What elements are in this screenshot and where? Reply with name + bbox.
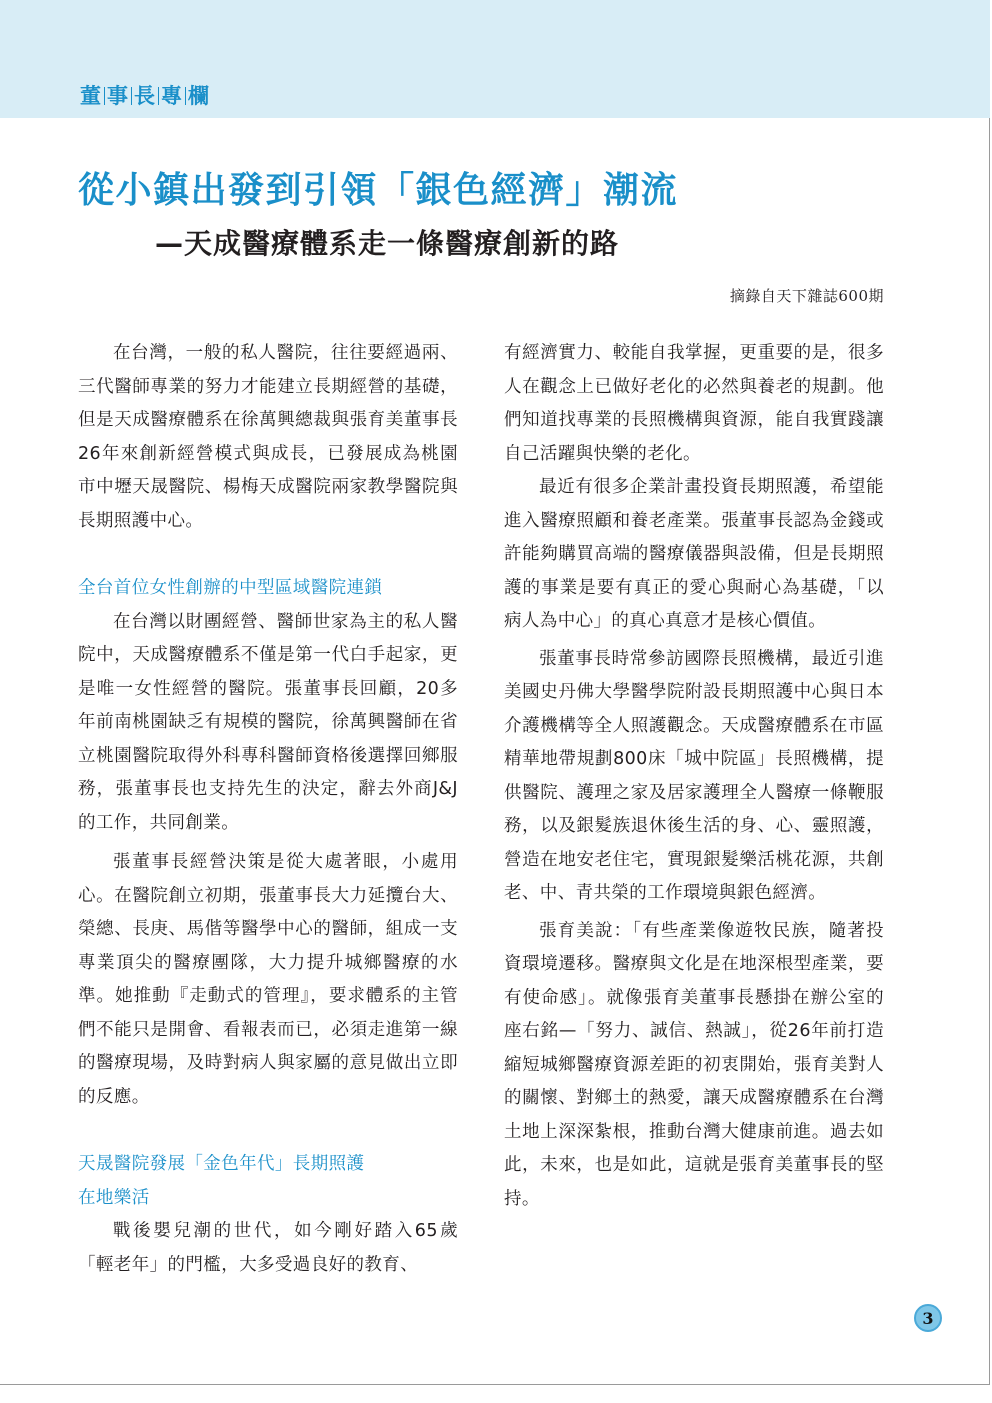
paragraph: 在台灣以財團經營、醫師世家為主的私人醫院中，天成醫療體系不僅是第一代白手起家，更是唯一女性經營的醫院。張董事長回顧，20多年前南桃園缺乏有規模的醫院，徐萬興醫師在省立桃園醫院取得外科專科醫師資格後選擇回鄉服務，張董事長也支持先生的決定，辭去外商J&J的工作，共同創業。 <box>78 611 458 833</box>
paragraph: 張董事長時常參訪國際長照機構，最近引進美國史丹佛大學醫學院附設長期照護中心與日本介護機構等全人照護觀念。天成醫療體系在市區精華地帶規劃800床「城中院區」長照機構，提供醫院、護理之家及居家護理全人醫療一條鞭服務，以及銀髮族退休後生活的身、心、靈照護，營造在地安老住宅，實現銀髮樂活桃花源，共創老、中、青共榮的工作環境與銀色經濟。 <box>504 648 884 903</box>
column-label-char: 欄 <box>188 83 210 108</box>
paragraph: 有經濟實力、較能自我掌握，更重要的是，很多人在觀念上已做好老化的必然與養老的規劃。他們知道找專業的長照機構與資源，能自我實踐讓自己活躍與快樂的老化。 <box>504 343 884 464</box>
source-note: 摘錄自天下雜誌600期 <box>729 287 884 305</box>
section-heading: 全台首位女性創辦的中型區域醫院連鎖 <box>78 578 383 598</box>
page-number-badge <box>914 1304 942 1332</box>
paragraph: 在台灣，一般的私人醫院，往往要經過兩、三代醫師專業的努力才能建立長期經營的基礎，但是天成醫療體系在徐萬興總裁與張育美董事長26年來創新經營模式與成長，已發展成為桃園市中壢天晟醫院、楊梅天成醫院兩家教學醫院與長期照護中心。 <box>78 343 458 531</box>
article-subtitle: —天成醫療體系走一條醫療創新的路 <box>155 227 620 260</box>
column-label-char: 長 <box>134 83 156 108</box>
column-label-char: 專 <box>161 83 183 108</box>
left-column <box>78 337 458 1282</box>
paragraph: 最近有很多企業計畫投資長期照護，希望能進入醫療照顧和養老產業。張董事長認為金錢或許能夠購買高端的醫療儀器與設備，但是長期照護的事業是要有真正的愛心與耐心為基礎，「以病人為中心」的真心真意才是核心價值。 <box>504 477 884 631</box>
article-title: 從小鎮出發到引領「銀色經濟」潮流 <box>78 170 679 211</box>
page-number: 3 <box>922 1308 934 1328</box>
paragraph: 戰後嬰兒潮的世代，如今剛好踏入65歲「輕老年」的門檻，大多受過良好的教育、 <box>78 1221 458 1275</box>
column-label-char: 事 <box>107 83 129 108</box>
section-heading-line: 天晟醫院發展「金色年代」長期照護 <box>78 1154 365 1174</box>
column-label <box>80 80 210 110</box>
right-column <box>504 337 884 1216</box>
paragraph: 張育美說：「有些產業像遊牧民族，隨著投資環境遷移。醫療與文化是在地深根型產業，要有使命感」。就像張育美董事長懸掛在辦公室的座右銘—「努力、誠信、熱誠」，從26年前打造縮短城鄉醫療資源差距的初衷開始，張育美對人的關懷、對鄉土的熱愛，讓天成醫療體系在台灣土地上深深紮根，推動台灣大健康前進。過去如此，未來，也是如此，這就是張育美董事長的堅持。 <box>504 920 884 1209</box>
column-label-char: 董 <box>80 83 102 108</box>
paragraph: 張董事長經營決策是從大處著眼，小處用心。在醫院創立初期，張董事長大力延攬台大、榮總、長庚、馬偕等醫學中心的醫師，組成一支專業頂尖的醫療團隊，大力提升城鄉醫療的水準。她推動『走動式的管理』，要求體系的主管們不能只是開會、看報表而已，必須走進第一線的醫療現場，及時對病人與家屬的意見做出立即的反應。 <box>78 852 458 1107</box>
section-heading-line: 在地樂活 <box>78 1187 150 1208</box>
